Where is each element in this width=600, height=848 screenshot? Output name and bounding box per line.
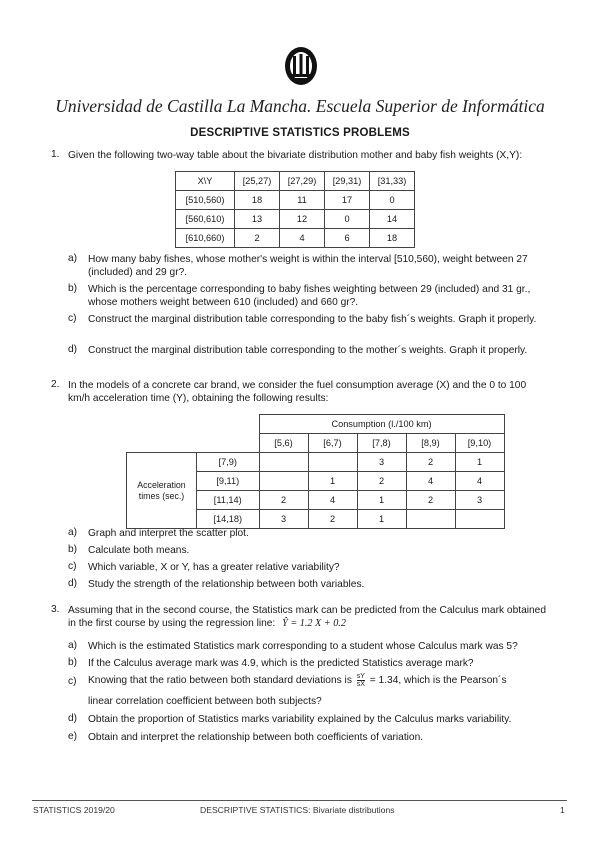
problem-3c-text <box>88 673 548 688</box>
table-header-row <box>176 172 415 191</box>
item-label: c) <box>68 313 77 324</box>
university-name: Universidad de Castilla La Mancha. Escuela Superior de Informática <box>55 96 545 116</box>
problem-2d-text: Study the strength of the relationship between both variables. <box>88 579 365 590</box>
row-label: [9,11) <box>197 472 260 491</box>
table-cell: 18 <box>235 191 280 210</box>
table-cell: 2 <box>406 453 455 472</box>
table-cell: 2 <box>235 229 280 248</box>
table-cell: 2 <box>406 491 455 510</box>
table-row <box>127 453 505 472</box>
problem-3c-after: = 1.34, which is the Pearson´s <box>369 675 507 687</box>
problem-2-text: In the models of a concrete car brand, we consider the fuel consumption average (X) and the 0 to 100 km/h acceleration time (Y), obtaining the following results: <box>68 380 527 405</box>
footer-divider <box>32 800 567 801</box>
table-cell: 4 <box>455 472 504 491</box>
table-header-cell: [27,29) <box>280 172 325 191</box>
fish-weights-table <box>175 171 415 248</box>
table-header-cell: [8,9) <box>406 434 455 453</box>
problem-3c-line2: linear correlation coefficient between both subjects? <box>88 696 322 707</box>
table-cell: 4 <box>280 229 325 248</box>
fuel-acceleration-table <box>126 414 505 529</box>
table-header-cell: [31,33) <box>370 172 415 191</box>
table-cell: 1 <box>455 453 504 472</box>
table-cell: 3 <box>455 491 504 510</box>
problem-3a-text: Which is the estimated Statistics mark corresponding to a student whose Calculus mark was 5? <box>88 641 518 652</box>
item-label: c) <box>68 676 77 687</box>
table-cell: 17 <box>325 191 370 210</box>
problem-1d-text: Construct the marginal distribution table corresponding to the mother´s weights. Graph it properly. <box>88 345 528 356</box>
item-label: a) <box>68 253 78 264</box>
footer-topic: DESCRIPTIVE STATISTICS: Bivariate distributions <box>200 805 395 815</box>
regression-equation: Ŷ = 1.2 X + 0.2 <box>282 618 346 630</box>
item-label: c) <box>68 561 77 572</box>
table-row <box>176 191 415 210</box>
table-cell <box>259 453 308 472</box>
problem-1a-text: How many baby fishes, whose mother's weight is within the interval [510,560), weight between 27 (included) and 29 gr?. <box>88 254 528 279</box>
table-cell: [510,560) <box>176 191 235 210</box>
item-label: a) <box>68 640 78 651</box>
table-header-row <box>127 434 505 453</box>
page-title: DESCRIPTIVE STATISTICS PROBLEMS <box>190 127 410 139</box>
row-label: [11,14) <box>197 491 260 510</box>
table-cell: 1 <box>308 472 357 491</box>
problem-1c-text: Construct the marginal distribution table corresponding to the baby fish´s weights. Graph it properly. <box>88 314 537 325</box>
table-cell: 18 <box>370 229 415 248</box>
problem-1b-text: Which is the percentage corresponding to baby fishes weighting between 29 (included) and 31 gr., whose mothers weight between 610 (included) and 660 gr?. <box>88 284 531 309</box>
std-ratio-fraction <box>357 673 365 688</box>
fraction-denominator: sX <box>356 681 365 688</box>
table-cell: 3 <box>357 453 406 472</box>
footer-course: STATISTICS 2019/20 <box>33 805 115 815</box>
problem-3b-text: If the Calculus average mark was 4.9, which is the predicted Statistics average mark? <box>88 658 474 669</box>
table-header-cell: [29,31) <box>325 172 370 191</box>
table-cell: 4 <box>308 491 357 510</box>
table-cell: 2 <box>308 510 357 529</box>
table-cell: 12 <box>280 210 325 229</box>
row-label: [14,18) <box>197 510 260 529</box>
table-row <box>176 210 415 229</box>
table-cell: 0 <box>325 210 370 229</box>
problem-3e-text: Obtain and interpret the relationship between both coefficients of variation. <box>88 732 424 743</box>
problem-3-body: Assuming that in the second course, the Statistics mark can be predicted from the Calculus mark obtained in the first course by using the regression line: <box>68 605 546 630</box>
table-row <box>176 229 415 248</box>
table-header-cell: [6,7) <box>308 434 357 453</box>
table-cell <box>455 510 504 529</box>
table-cell: 1 <box>357 510 406 529</box>
item-label: b) <box>68 283 78 294</box>
item-label: a) <box>68 527 78 538</box>
table-cell: 11 <box>280 191 325 210</box>
table-cell <box>308 453 357 472</box>
table-header-cell: X\Y <box>176 172 235 191</box>
problem-3c-before: Knowing that the ratio between both standard deviations is <box>88 675 352 687</box>
table-cell: 4 <box>406 472 455 491</box>
table-cell: 2 <box>259 491 308 510</box>
item-label: d) <box>68 578 78 589</box>
problem-3-number: 3. <box>51 604 60 615</box>
table-header-cell: [25,27) <box>235 172 280 191</box>
problem-1-text: Given the following two-way table about the bivariate distribution mother and baby fish weights (X,Y): <box>68 150 523 161</box>
table-header-cell: [7,8) <box>357 434 406 453</box>
acceleration-header: Acceleration times (sec.) <box>127 453 197 529</box>
table-cell <box>259 472 308 491</box>
table-cell: 3 <box>259 510 308 529</box>
problem-2a-text: Graph and interpret the scatter plot. <box>88 528 249 539</box>
consumption-header: Consumption (l./100 km) <box>259 415 504 434</box>
table-header-cell: [9,10) <box>455 434 504 453</box>
item-label: d) <box>68 713 78 724</box>
problem-1-number: 1. <box>51 149 60 160</box>
fraction-numerator: sY <box>356 673 365 680</box>
page-number: 1 <box>560 805 565 815</box>
problem-2b-text: Calculate both means. <box>88 545 190 556</box>
university-logo-icon <box>282 44 320 88</box>
table-cell: 1 <box>357 491 406 510</box>
table-cell: 0 <box>370 191 415 210</box>
table-cell: 14 <box>370 210 415 229</box>
problem-2c-text: Which variable, X or Y, has a greater relative variability? <box>88 562 340 573</box>
table-cell <box>406 510 455 529</box>
table-cell: 2 <box>357 472 406 491</box>
table-cell: 6 <box>325 229 370 248</box>
problem-3-text <box>68 604 546 631</box>
table-header-cell: [5,6) <box>259 434 308 453</box>
table-cell: 13 <box>235 210 280 229</box>
table-cell: [610,660) <box>176 229 235 248</box>
problem-2-number: 2. <box>51 379 60 390</box>
item-label: e) <box>68 731 78 742</box>
item-label: b) <box>68 544 78 555</box>
item-label: d) <box>68 344 78 355</box>
item-label: b) <box>68 657 78 668</box>
row-label: [7,9) <box>197 453 260 472</box>
problem-3d-text: Obtain the proportion of Statistics marks variability explained by the Calculus marks variability. <box>88 714 512 725</box>
table-cell: [560,610) <box>176 210 235 229</box>
